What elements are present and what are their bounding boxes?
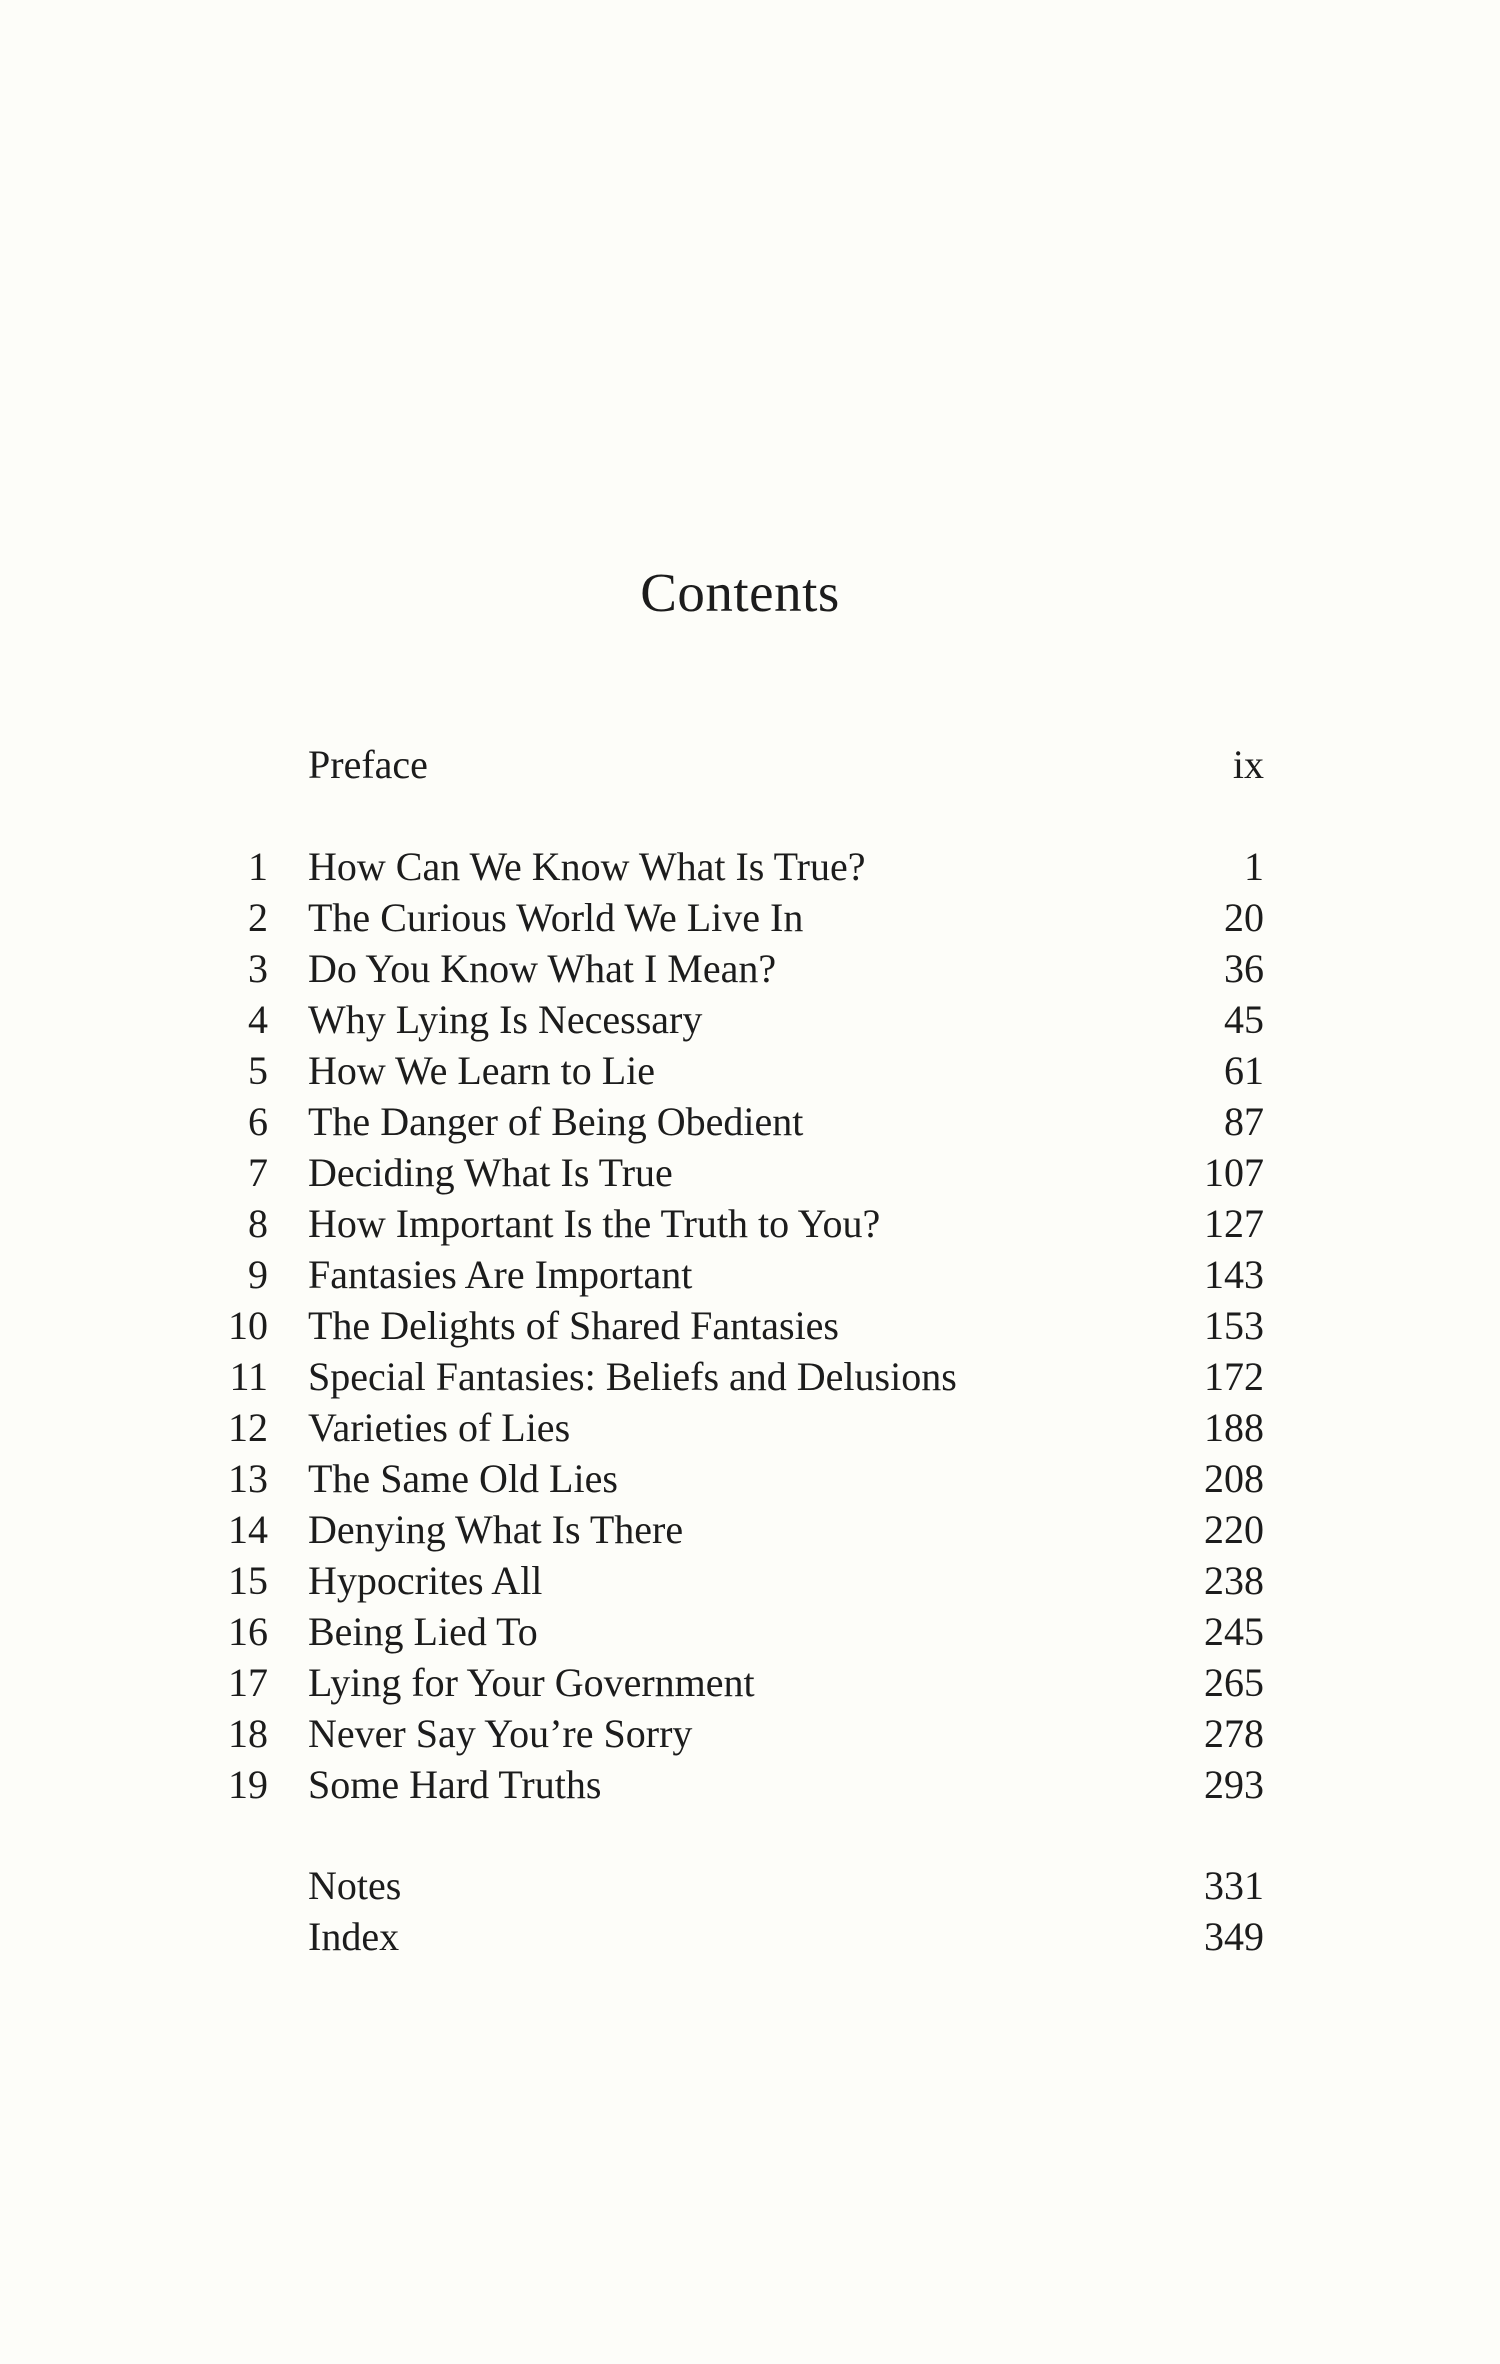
page-title: Contents [640,562,840,623]
entry-page: 278 [1204,1711,1264,1756]
toc-entry-chapter [218,1352,1264,1402]
entry-page: 127 [1204,1201,1264,1246]
chapter-number: 4 [248,997,268,1042]
entry-title: Why Lying Is Necessary [308,997,703,1042]
entry-title: The Delights of Shared Fantasies [308,1303,839,1348]
chapter-number: 11 [229,1354,268,1399]
entry-title: The Curious World We Live In [308,895,804,940]
entry-title: Notes [308,1863,402,1908]
chapter-number: 17 [228,1660,268,1705]
toc-entry-chapter [218,944,1264,994]
toc-entry-chapter [218,842,1264,892]
chapter-number: 19 [228,1762,268,1807]
toc-entry-index [218,1912,1264,1962]
entry-page: 87 [1224,1099,1264,1144]
toc-entry-chapter [218,1607,1264,1657]
entry-page: 20 [1224,895,1264,940]
chapter-number: 1 [248,844,268,889]
entry-page: 293 [1204,1762,1264,1807]
entry-page: 220 [1204,1507,1264,1552]
entry-title: The Same Old Lies [308,1456,618,1501]
toc-entry-chapter [218,1301,1264,1351]
entry-title: Some Hard Truths [308,1762,602,1807]
chapter-number: 8 [248,1201,268,1246]
entry-title: Index [308,1914,400,1959]
entry-page: 245 [1204,1609,1264,1654]
entry-title: Hypocrites All [308,1558,543,1603]
toc-entry-chapter [218,1148,1264,1198]
toc-entry-chapter [218,1046,1264,1096]
entry-title: Do You Know What I Mean? [308,946,777,991]
chapter-number: 9 [248,1252,268,1297]
entry-title: Deciding What Is True [308,1150,673,1195]
entry-title: Denying What Is There [308,1507,684,1552]
entry-page: 45 [1224,997,1264,1042]
chapter-number: 2 [248,895,268,940]
entry-title: How Can We Know What Is True? [308,844,866,889]
chapter-number: 6 [248,1099,268,1144]
entry-page: 107 [1204,1150,1264,1195]
chapter-number: 5 [248,1048,268,1093]
entry-page: 349 [1204,1914,1264,1959]
entry-page: 143 [1204,1252,1264,1297]
toc-entry-chapter [218,1505,1264,1555]
entry-title: Being Lied To [308,1609,538,1654]
toc-entry-chapter [218,1403,1264,1453]
toc-entry-chapter [218,1454,1264,1504]
toc-entry-chapter [218,1097,1264,1147]
chapter-number: 10 [228,1303,268,1348]
entry-title: How We Learn to Lie [308,1048,656,1093]
toc-entry-chapter [218,1199,1264,1249]
entry-page: 208 [1204,1456,1264,1501]
entry-page: 1 [1244,844,1264,889]
entry-title: The Danger of Being Obedient [308,1099,804,1144]
chapter-number: 7 [248,1150,268,1195]
chapter-number: 12 [228,1405,268,1450]
entry-page: 172 [1204,1354,1264,1399]
entry-title: Preface [308,742,428,787]
chapter-number: 15 [228,1558,268,1603]
chapter-number: 18 [228,1711,268,1756]
toc-entry-chapter [218,1556,1264,1606]
entry-title: Special Fantasies: Beliefs and Delusions [308,1354,957,1399]
toc-entry-notes [218,1861,1264,1911]
entry-page: 331 [1204,1863,1264,1908]
entry-page: 265 [1204,1660,1264,1705]
entry-page: 61 [1224,1048,1264,1093]
toc-entry-chapter [218,1250,1264,1300]
entry-title: Fantasies Are Important [308,1252,693,1297]
entry-page: 238 [1204,1558,1264,1603]
entry-page: 36 [1224,946,1264,991]
toc-entry-chapter [218,1760,1264,1810]
entry-page: ix [1232,742,1264,787]
chapter-number: 13 [228,1456,268,1501]
toc-entry-chapter [218,1658,1264,1708]
toc-entry-chapter [218,995,1264,1045]
entry-title: Lying for Your Government [308,1660,755,1705]
chapter-number: 16 [228,1609,268,1654]
toc-entry-chapter [218,1709,1264,1759]
entry-page: 188 [1204,1405,1264,1450]
entry-title: Never Say You’re Sorry [308,1711,693,1756]
entry-title: Varieties of Lies [308,1405,571,1450]
toc-entry-preface [218,740,1264,790]
toc-entry-chapter [218,893,1264,943]
entry-page: 153 [1204,1303,1264,1348]
chapter-number: 3 [248,946,268,991]
entry-title: How Important Is the Truth to You? [308,1201,881,1246]
chapter-number: 14 [228,1507,268,1552]
